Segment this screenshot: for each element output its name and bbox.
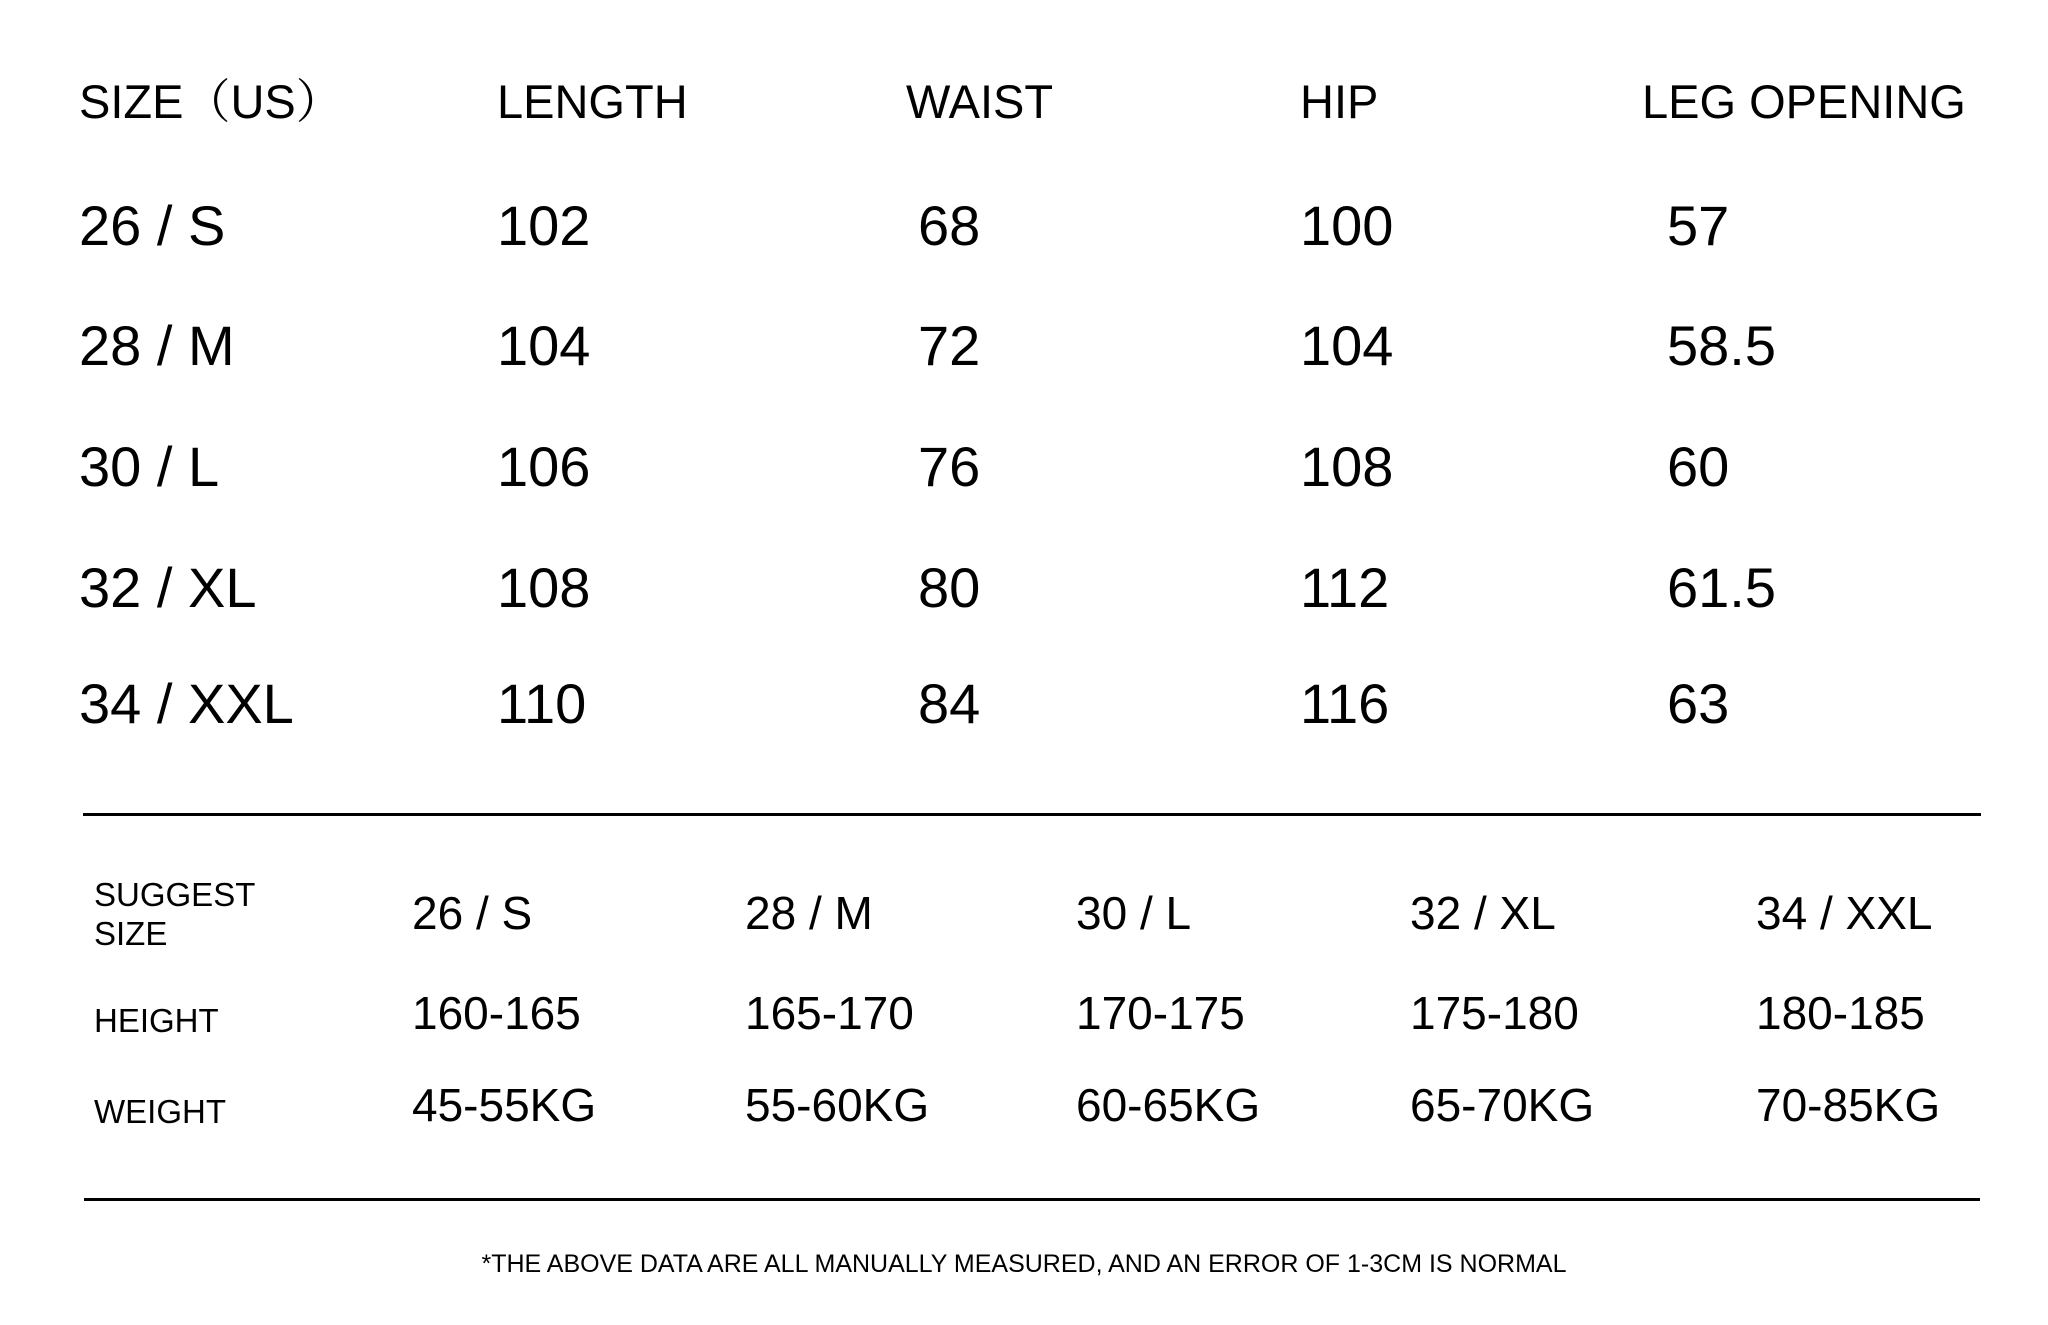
cell-leg-opening: 63 <box>1667 672 1730 735</box>
height-cell: 165-170 <box>745 987 914 1039</box>
cell-size: 26 / S <box>79 194 226 257</box>
cell-length: 104 <box>497 314 591 377</box>
header-hip: HIP <box>1300 75 1379 128</box>
divider-top <box>83 813 1981 816</box>
height-cell: 175-180 <box>1410 987 1579 1039</box>
suggest-size-cell: 30 / L <box>1076 887 1192 939</box>
suggest-size-cell: 32 / XL <box>1410 887 1556 939</box>
divider-bottom <box>84 1198 1980 1201</box>
cell-length: 102 <box>497 194 591 257</box>
measurement-disclaimer: *THE ABOVE DATA ARE ALL MANUALLY MEASURED, AND AN ERROR OF 1-3CM IS NORMAL <box>481 1250 1567 1278</box>
weight-label: WEIGHT <box>94 1093 226 1130</box>
suggest-size-label-line2: SIZE <box>94 914 168 952</box>
cell-length: 106 <box>497 435 591 498</box>
height-cell: 170-175 <box>1076 987 1245 1039</box>
cell-leg-opening: 57 <box>1667 194 1730 257</box>
suggest-size-label-line1: SUGGEST <box>94 876 256 913</box>
weight-cell: 55-60KG <box>745 1079 930 1131</box>
height-cell: 160-165 <box>412 987 581 1039</box>
header-leg-opening: LEG OPENING <box>1642 75 1966 128</box>
suggest-size-cell: 34 / XXL <box>1756 887 1933 939</box>
cell-size: 32 / XL <box>79 556 257 619</box>
cell-size: 28 / M <box>79 314 235 377</box>
cell-hip: 112 <box>1300 556 1390 619</box>
cell-length: 108 <box>497 556 591 619</box>
header-length: LENGTH <box>497 75 688 128</box>
cell-leg-opening: 60 <box>1667 435 1730 498</box>
cell-waist: 68 <box>918 194 981 257</box>
cell-leg-opening: 58.5 <box>1667 314 1776 377</box>
cell-hip: 108 <box>1300 435 1394 498</box>
header-waist: WAIST <box>906 75 1054 128</box>
cell-length: 110 <box>497 672 587 735</box>
cell-waist: 84 <box>918 672 981 735</box>
cell-waist: 80 <box>918 556 981 619</box>
cell-hip: 104 <box>1300 314 1394 377</box>
cell-waist: 76 <box>918 435 981 498</box>
header-size: SIZE（US） <box>79 75 343 128</box>
cell-size: 34 / XXL <box>79 672 294 735</box>
weight-cell: 60-65KG <box>1076 1079 1261 1131</box>
cell-leg-opening: 61.5 <box>1667 556 1776 619</box>
cell-size: 30 / L <box>79 435 220 498</box>
weight-cell: 65-70KG <box>1410 1079 1595 1131</box>
height-label: HEIGHT <box>94 1002 219 1039</box>
cell-waist: 72 <box>918 314 981 377</box>
cell-hip: 116 <box>1300 672 1390 735</box>
suggest-size-label <box>94 876 255 954</box>
weight-cell: 45-55KG <box>412 1079 597 1131</box>
cell-hip: 100 <box>1300 194 1394 257</box>
suggest-size-cell: 26 / S <box>412 887 533 939</box>
height-cell: 180-185 <box>1756 987 1925 1039</box>
weight-cell: 70-85KG <box>1756 1079 1941 1131</box>
suggest-size-cell: 28 / M <box>745 887 873 939</box>
